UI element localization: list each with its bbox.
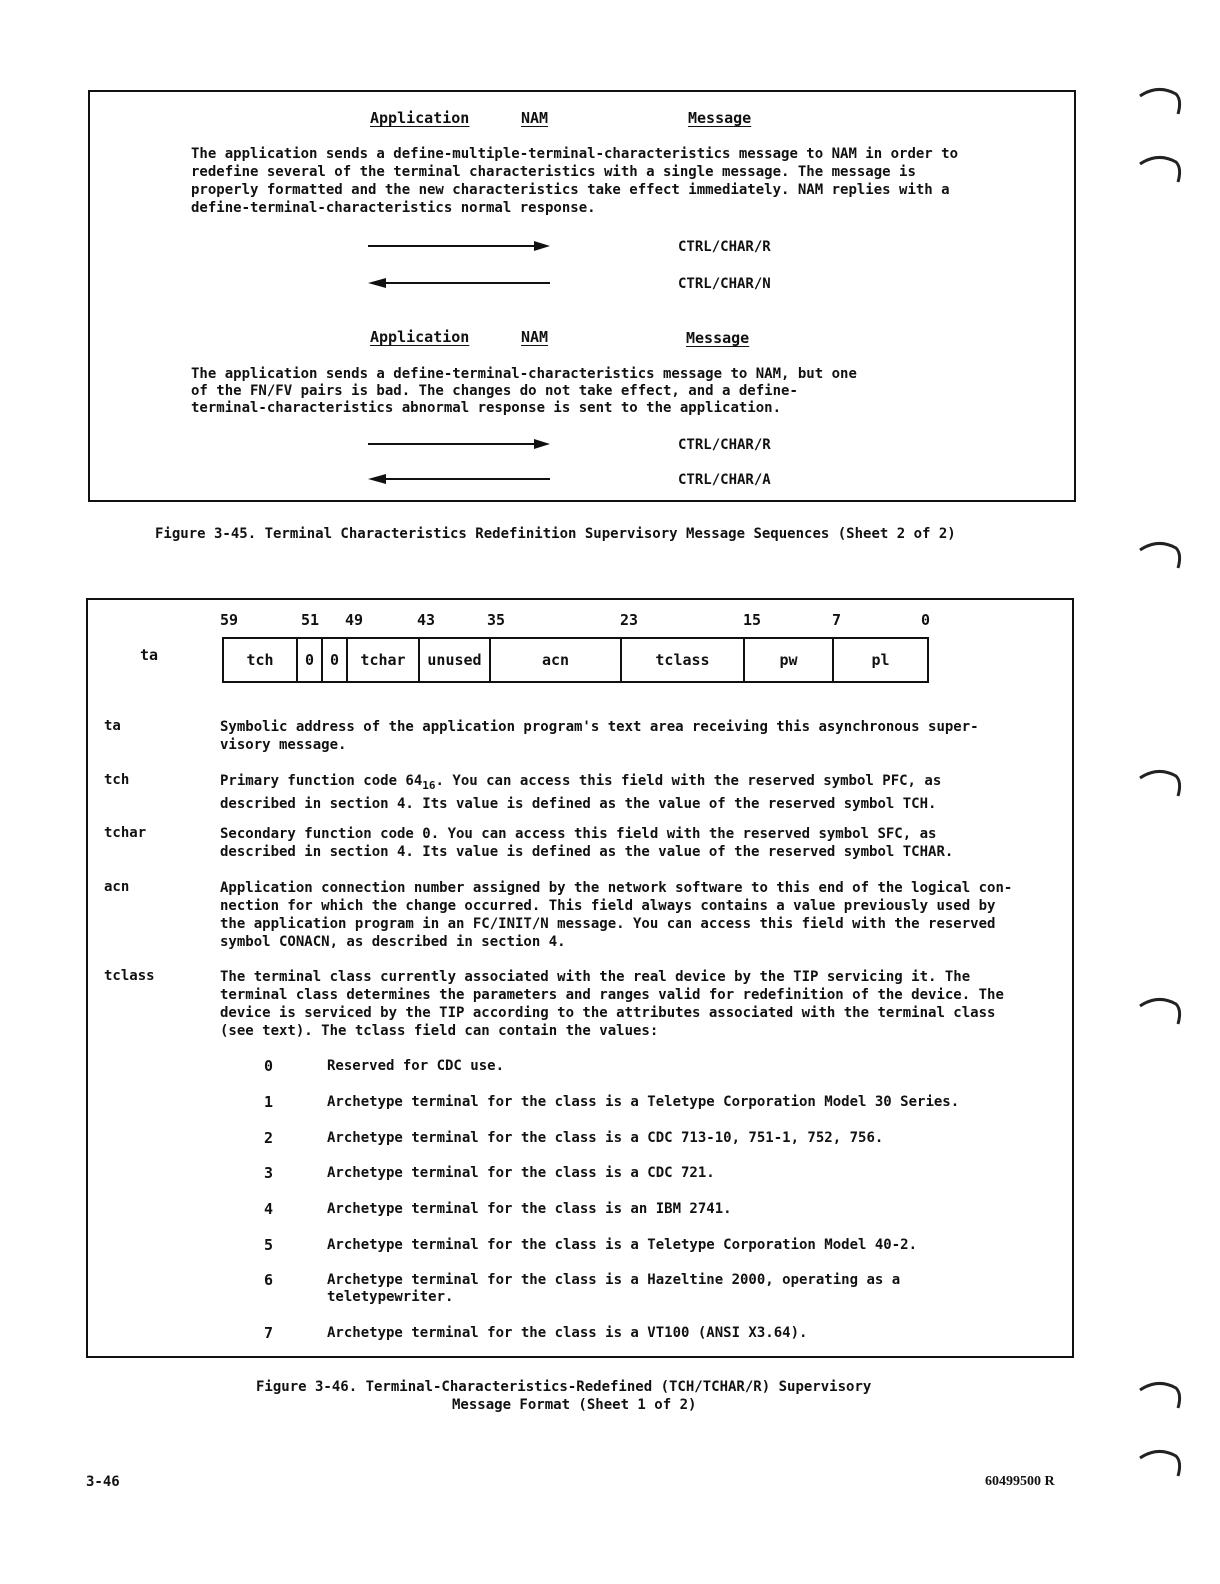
tclass-line: teletypewriter. [327, 1289, 454, 1305]
bit-label: 7 [832, 611, 842, 629]
def-line: described in section 4. Its value is defined as the value of the reserved symbol TCH. [220, 795, 937, 812]
bit-label: 35 [487, 611, 506, 629]
bit-label: 59 [220, 611, 239, 629]
margin-hole-mark-icon [1138, 994, 1182, 1028]
document-number: 60499500 R [985, 1474, 1055, 1489]
def-line [220, 772, 1060, 795]
def-line: the application program in an FC/INIT/N message. You can access this field with the reserved [220, 916, 996, 932]
def-line: Symbolic address of the application program's text area receiving this asynchronous super- [220, 719, 979, 735]
def-term-acn: acn [104, 879, 130, 895]
def-tclass [220, 968, 1060, 1040]
def-line: terminal class determines the parameters and ranges valid for redefinition of the device. The [220, 987, 1004, 1003]
header-application-1: Application [370, 109, 470, 127]
field-acn: acn [491, 639, 622, 681]
field-tclass: tclass [622, 639, 745, 681]
arrow-left-icon [366, 277, 552, 289]
page-number: 3-46 [86, 1474, 120, 1490]
def-subscript: 16 [422, 778, 436, 792]
margin-hole-mark-icon [1138, 538, 1182, 572]
tclass-value-number: 6 [264, 1271, 274, 1289]
bit-label: 15 [743, 611, 762, 629]
field-tch: tch [224, 639, 298, 681]
def-line: Application connection number assigned by the network software to this end of the logical con- [220, 880, 1013, 896]
figure-3-45-caption: Figure 3-45. Terminal Characteristics Redefinition Supervisory Message Sequences (Sheet 2 of 2) [155, 526, 956, 542]
header-message-2: Message [686, 329, 750, 347]
margin-hole-mark-icon [1138, 1378, 1182, 1412]
arrow-right-icon [368, 240, 552, 252]
bit-label: 43 [417, 611, 436, 629]
def-line: nection for which the change occurred. This field always contains a value previously used by [220, 898, 996, 914]
bit-label: 0 [921, 611, 931, 629]
message-word [222, 637, 929, 683]
tclass-value-number: 4 [264, 1200, 274, 1218]
field-pw: pw [745, 639, 834, 681]
figure-3-46-caption-line2: Message Format (Sheet 1 of 2) [452, 1397, 697, 1413]
figure-3-46-caption-line1: Figure 3-46. Terminal-Characteristics-Redefined (TCH/TCHAR/R) Supervisory [256, 1379, 872, 1395]
message-ctrl-char-n: CTRL/CHAR/N [678, 276, 771, 292]
tclass-value-text: Archetype terminal for the class is a Teletype Corporation Model 30 Series. [327, 1094, 960, 1110]
tclass-value-number: 0 [264, 1057, 274, 1075]
tclass-value-number: 3 [264, 1164, 274, 1182]
def-line: device is serviced by the TIP according to the attributes associated with the terminal class [220, 1005, 996, 1021]
margin-hole-mark-icon [1138, 766, 1182, 800]
def-term-tclass: tclass [104, 968, 155, 984]
def-tchar [220, 825, 1060, 861]
tclass-line: Archetype terminal for the class is a Hazeltine 2000, operating as a [327, 1272, 901, 1288]
def-ta [220, 718, 1060, 754]
field-pl: pl [871, 651, 890, 669]
sequence-description-2: The application sends a define-terminal-characteristics message to NAM, but one of the FN/FV pairs is bad. The changes do not take effect, and a define-terminal-characteristics abnormal response is sent to the application. [191, 366, 857, 416]
header-message-1: Message [688, 109, 752, 127]
def-line: described in section 4. Its value is defined as the value of the reserved symbol TCHAR. [220, 844, 954, 860]
def-line: The terminal class currently associated with the real device by the TIP servicing it. The [220, 969, 971, 985]
field-tchar: tchar [348, 639, 420, 681]
def-line: visory message. [220, 737, 347, 753]
margin-hole-mark-icon [1138, 152, 1182, 186]
def-line: symbol CONACN, as described in section 4. [220, 934, 566, 950]
arrow-left-icon [366, 473, 552, 485]
margin-hole-mark-icon [1138, 1446, 1182, 1480]
def-acn [220, 879, 1060, 951]
def-line: Secondary function code 0. You can access this field with the reserved symbol SFC, as [220, 826, 937, 842]
message-ctrl-char-r-2: CTRL/CHAR/R [678, 437, 771, 453]
header-nam-2: NAM [521, 328, 549, 346]
tclass-value-number: 1 [264, 1093, 274, 1111]
tclass-value-text: Archetype terminal for the class is a Teletype Corporation Model 40-2. [327, 1237, 918, 1253]
message-ctrl-char-r-1: CTRL/CHAR/R [678, 239, 771, 255]
bit-label: 23 [620, 611, 639, 629]
header-application-2: Application [370, 328, 470, 346]
def-term-tch: tch [104, 772, 130, 788]
field-zero: 0 [298, 639, 323, 681]
def-term-ta: ta [104, 718, 121, 734]
tclass-value-text: Archetype terminal for the class is a VT100 (ANSI X3.64). [327, 1325, 808, 1341]
margin-hole-mark-icon [1138, 84, 1182, 118]
message-ctrl-char-a: CTRL/CHAR/A [678, 472, 771, 488]
sequence-description-1: The application sends a define-multiple-terminal-characteristics message to NAM in order to redefine several of the terminal characteristics with a single message. The message is properly formatted and the new characteristics take effect immediately. NAM replies with a define-terminal-characteristics normal response. [191, 146, 959, 216]
def-tch [220, 772, 1060, 813]
arrow-right-icon [368, 438, 552, 450]
header-nam-1: NAM [521, 109, 549, 127]
tclass-value-number: 2 [264, 1129, 274, 1147]
def-text: Primary function code 64 [220, 773, 423, 789]
bit-label: 51 [301, 611, 320, 629]
def-line: (see text). The tclass field can contain the values: [220, 1023, 659, 1039]
tclass-value-text: Reserved for CDC use. [327, 1058, 505, 1074]
field-unused: unused [420, 639, 491, 681]
word-label-ta: ta [140, 646, 159, 664]
field-zero: 0 [323, 639, 348, 681]
tclass-value-text: Archetype terminal for the class is a CDC 721. [327, 1165, 715, 1181]
def-text: . You can access this field with the reserved symbol PFC, as [435, 773, 942, 789]
tclass-value-text [327, 1272, 1027, 1306]
tclass-value-text: Archetype terminal for the class is a CDC 713-10, 751-1, 752, 756. [327, 1130, 884, 1146]
def-term-tchar: tchar [104, 825, 147, 841]
tclass-value-number: 7 [264, 1324, 274, 1342]
tclass-value-text: Archetype terminal for the class is an IBM 2741. [327, 1201, 732, 1217]
tclass-value-number: 5 [264, 1236, 274, 1254]
bit-label: 49 [345, 611, 364, 629]
